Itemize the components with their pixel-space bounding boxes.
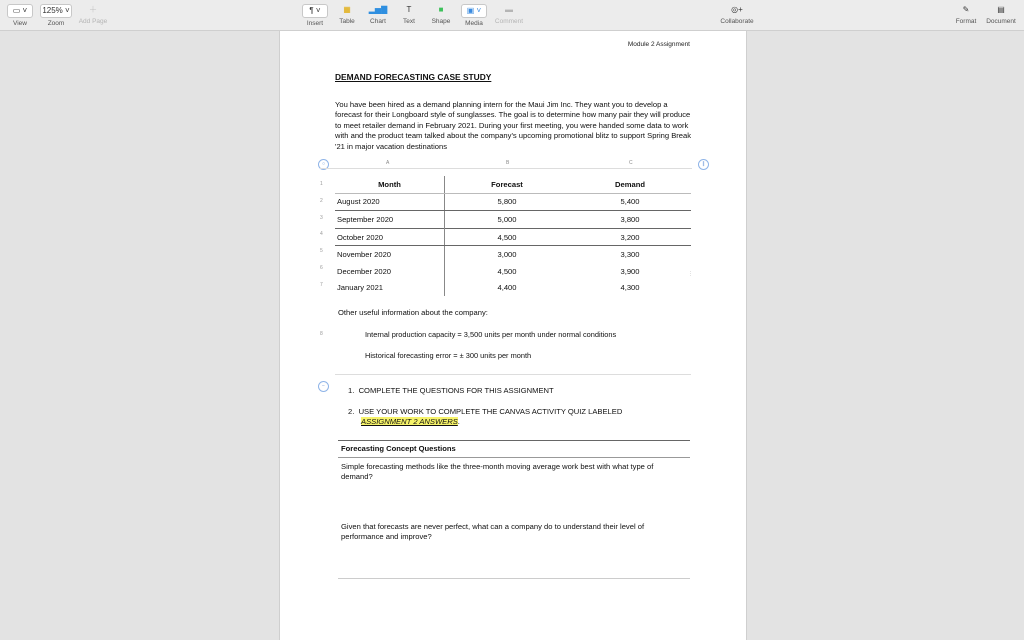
comment-icon: ▬ — [505, 5, 513, 14]
column-letter-b[interactable]: B — [506, 160, 510, 166]
forecast-cell[interactable]: 5,000 — [497, 214, 517, 224]
table-icon: ▦ — [343, 5, 351, 14]
demand-cell[interactable]: 3,800 — [620, 214, 640, 224]
view-button[interactable]: ▭ ˅ View — [7, 4, 33, 27]
forecast-cell[interactable]: 4,500 — [445, 228, 570, 246]
demand-cell[interactable]: 3,900 — [620, 266, 640, 276]
table-header-row — [335, 176, 691, 193]
add-column-handle[interactable]: ∥ — [698, 159, 709, 170]
other-info-text[interactable]: Other useful information about the company: — [338, 308, 488, 317]
chart-icon: ▂▅▇ — [368, 5, 388, 14]
questions-divider — [338, 457, 690, 458]
comment-button[interactable]: ▬ Comment — [494, 5, 524, 25]
list-item-1[interactable] — [348, 386, 554, 396]
month-cell[interactable]: November 2020 — [335, 246, 445, 263]
questions-heading[interactable]: Forecasting Concept Questions — [341, 444, 456, 453]
table-row — [335, 211, 691, 229]
media-button[interactable]: ▣ ˅ Media — [461, 4, 487, 27]
highlighted-link-text: ASSIGNMENT 2 ANSWERS — [361, 417, 458, 427]
toolbar — [0, 0, 1024, 31]
list-text: USE YOUR WORK TO COMPLETE THE CANVAS ACTIVITY QUIZ LABELED — [358, 407, 623, 416]
row-number[interactable]: 4 — [320, 231, 323, 237]
insert-button[interactable]: ¶ ˅ Insert — [302, 4, 328, 27]
list-number: 2. — [348, 407, 355, 416]
column-letter-c[interactable]: C — [629, 160, 633, 166]
row-number[interactable]: 2 — [320, 198, 323, 204]
row-number[interactable]: 1 — [320, 181, 323, 187]
section-divider — [335, 374, 691, 375]
list-item-2[interactable] — [348, 407, 693, 427]
document-button[interactable]: ▤ Document — [983, 4, 1019, 25]
zoom-menu[interactable]: 125% ˅ Zoom — [40, 4, 72, 27]
row-number[interactable]: 7 — [320, 282, 323, 288]
month-cell[interactable]: January 2021 — [335, 280, 445, 297]
header-demand[interactable]: Demand — [569, 176, 691, 193]
list-text: COMPLETE THE QUESTIONS FOR THIS ASSIGNMENT — [358, 386, 554, 395]
table-row — [335, 280, 691, 297]
row-number[interactable]: 8 — [320, 331, 323, 337]
media-icon: ▣ ˅ — [461, 4, 487, 18]
shape-button[interactable]: ■ Shape — [429, 4, 453, 25]
table-row — [335, 193, 691, 211]
month-cell[interactable]: August 2020 — [335, 193, 445, 211]
list-end-punct: . — [457, 417, 460, 427]
forecast-table[interactable] — [335, 176, 691, 296]
intro-paragraph[interactable]: You have been hired as a demand planning intern for the Maui Jim Inc. They want you to develop a forecast for their Longboard style of sunglasses. The goal is to determine how many pair they will produce to meet retailer demand in February 2021. During your first meeting, you were handed some data to work with and the product team talked about the company's upcoming promotional blitz to support Spring Break '21 in major vacation destinations — [335, 100, 692, 151]
row-number[interactable]: 3 — [320, 215, 323, 221]
sidebar-icon: ▭ ˅ — [7, 4, 33, 18]
error-text[interactable]: Historical forecasting error = ± 300 units per month — [365, 351, 532, 360]
forecast-cell[interactable]: 5,800 — [445, 193, 570, 211]
shape-icon: ■ — [438, 5, 444, 14]
question-1[interactable]: Simple forecasting methods like the three-month moving average work best with what type of demand? — [341, 462, 654, 482]
demand-cell[interactable]: 3,300 — [620, 250, 640, 260]
document-icon: ▤ — [997, 5, 1005, 14]
month-cell[interactable]: December 2020 — [335, 263, 445, 280]
plus-icon: ＋ — [89, 5, 97, 14]
column-letter-bar — [320, 158, 692, 169]
table-row — [335, 246, 691, 263]
table-select-handle[interactable]: ○ — [318, 159, 329, 170]
forecast-cell[interactable]: 4,500 — [497, 266, 517, 276]
demand-cell[interactable]: 5,400 — [569, 193, 691, 211]
collaborate-icon: ◎+ — [731, 5, 743, 14]
text-button[interactable]: T Text — [398, 4, 420, 25]
text-icon: T — [406, 5, 412, 14]
column-letter-a[interactable]: A — [386, 160, 390, 166]
table-row — [335, 263, 691, 280]
forecast-cell[interactable]: 3,000 — [497, 250, 517, 260]
add-row-handle[interactable]: ⋮ — [688, 271, 693, 277]
demand-cell[interactable]: 4,300 — [620, 283, 640, 293]
document-page[interactable] — [279, 31, 747, 640]
question-2[interactable]: Given that forecasts are never perfect, what can a company do to understand their level of performance and improve? — [341, 522, 645, 542]
questions-table[interactable] — [338, 440, 690, 579]
add-page-button[interactable]: ＋ Add Page — [78, 5, 108, 25]
paintbrush-icon: ✎ — [962, 5, 970, 14]
list-number: 1. — [348, 386, 355, 395]
capacity-text[interactable]: Internal production capacity = 3,500 units per month under normal conditions — [365, 330, 617, 339]
table-row — [335, 228, 691, 246]
row-number[interactable]: 5 — [320, 248, 323, 254]
chart-button[interactable]: ▂▅▇ Chart — [368, 5, 388, 25]
row-number[interactable]: 6 — [320, 265, 323, 271]
table-button[interactable]: ▦ Table — [336, 4, 358, 25]
header-forecast[interactable]: Forecast — [445, 176, 570, 193]
collaborate-button[interactable]: ◎+ Collaborate — [718, 4, 756, 25]
zoom-value: 125% ˅ — [40, 4, 72, 18]
header-month[interactable]: Month — [335, 176, 445, 193]
month-cell[interactable]: September 2020 — [335, 211, 445, 229]
page-header: Module 2 Assignment — [627, 41, 690, 48]
paragraph-icon: ¶ ˅ — [302, 4, 328, 18]
month-cell[interactable]: October 2020 — [335, 228, 445, 246]
format-button[interactable]: ✎ Format — [952, 4, 980, 25]
doc-title: DEMAND FORECASTING CASE STUDY — [335, 72, 492, 82]
demand-cell[interactable]: 3,200 — [569, 228, 691, 246]
section-select-handle[interactable]: − — [318, 381, 329, 392]
forecast-cell[interactable]: 4,400 — [497, 283, 517, 293]
